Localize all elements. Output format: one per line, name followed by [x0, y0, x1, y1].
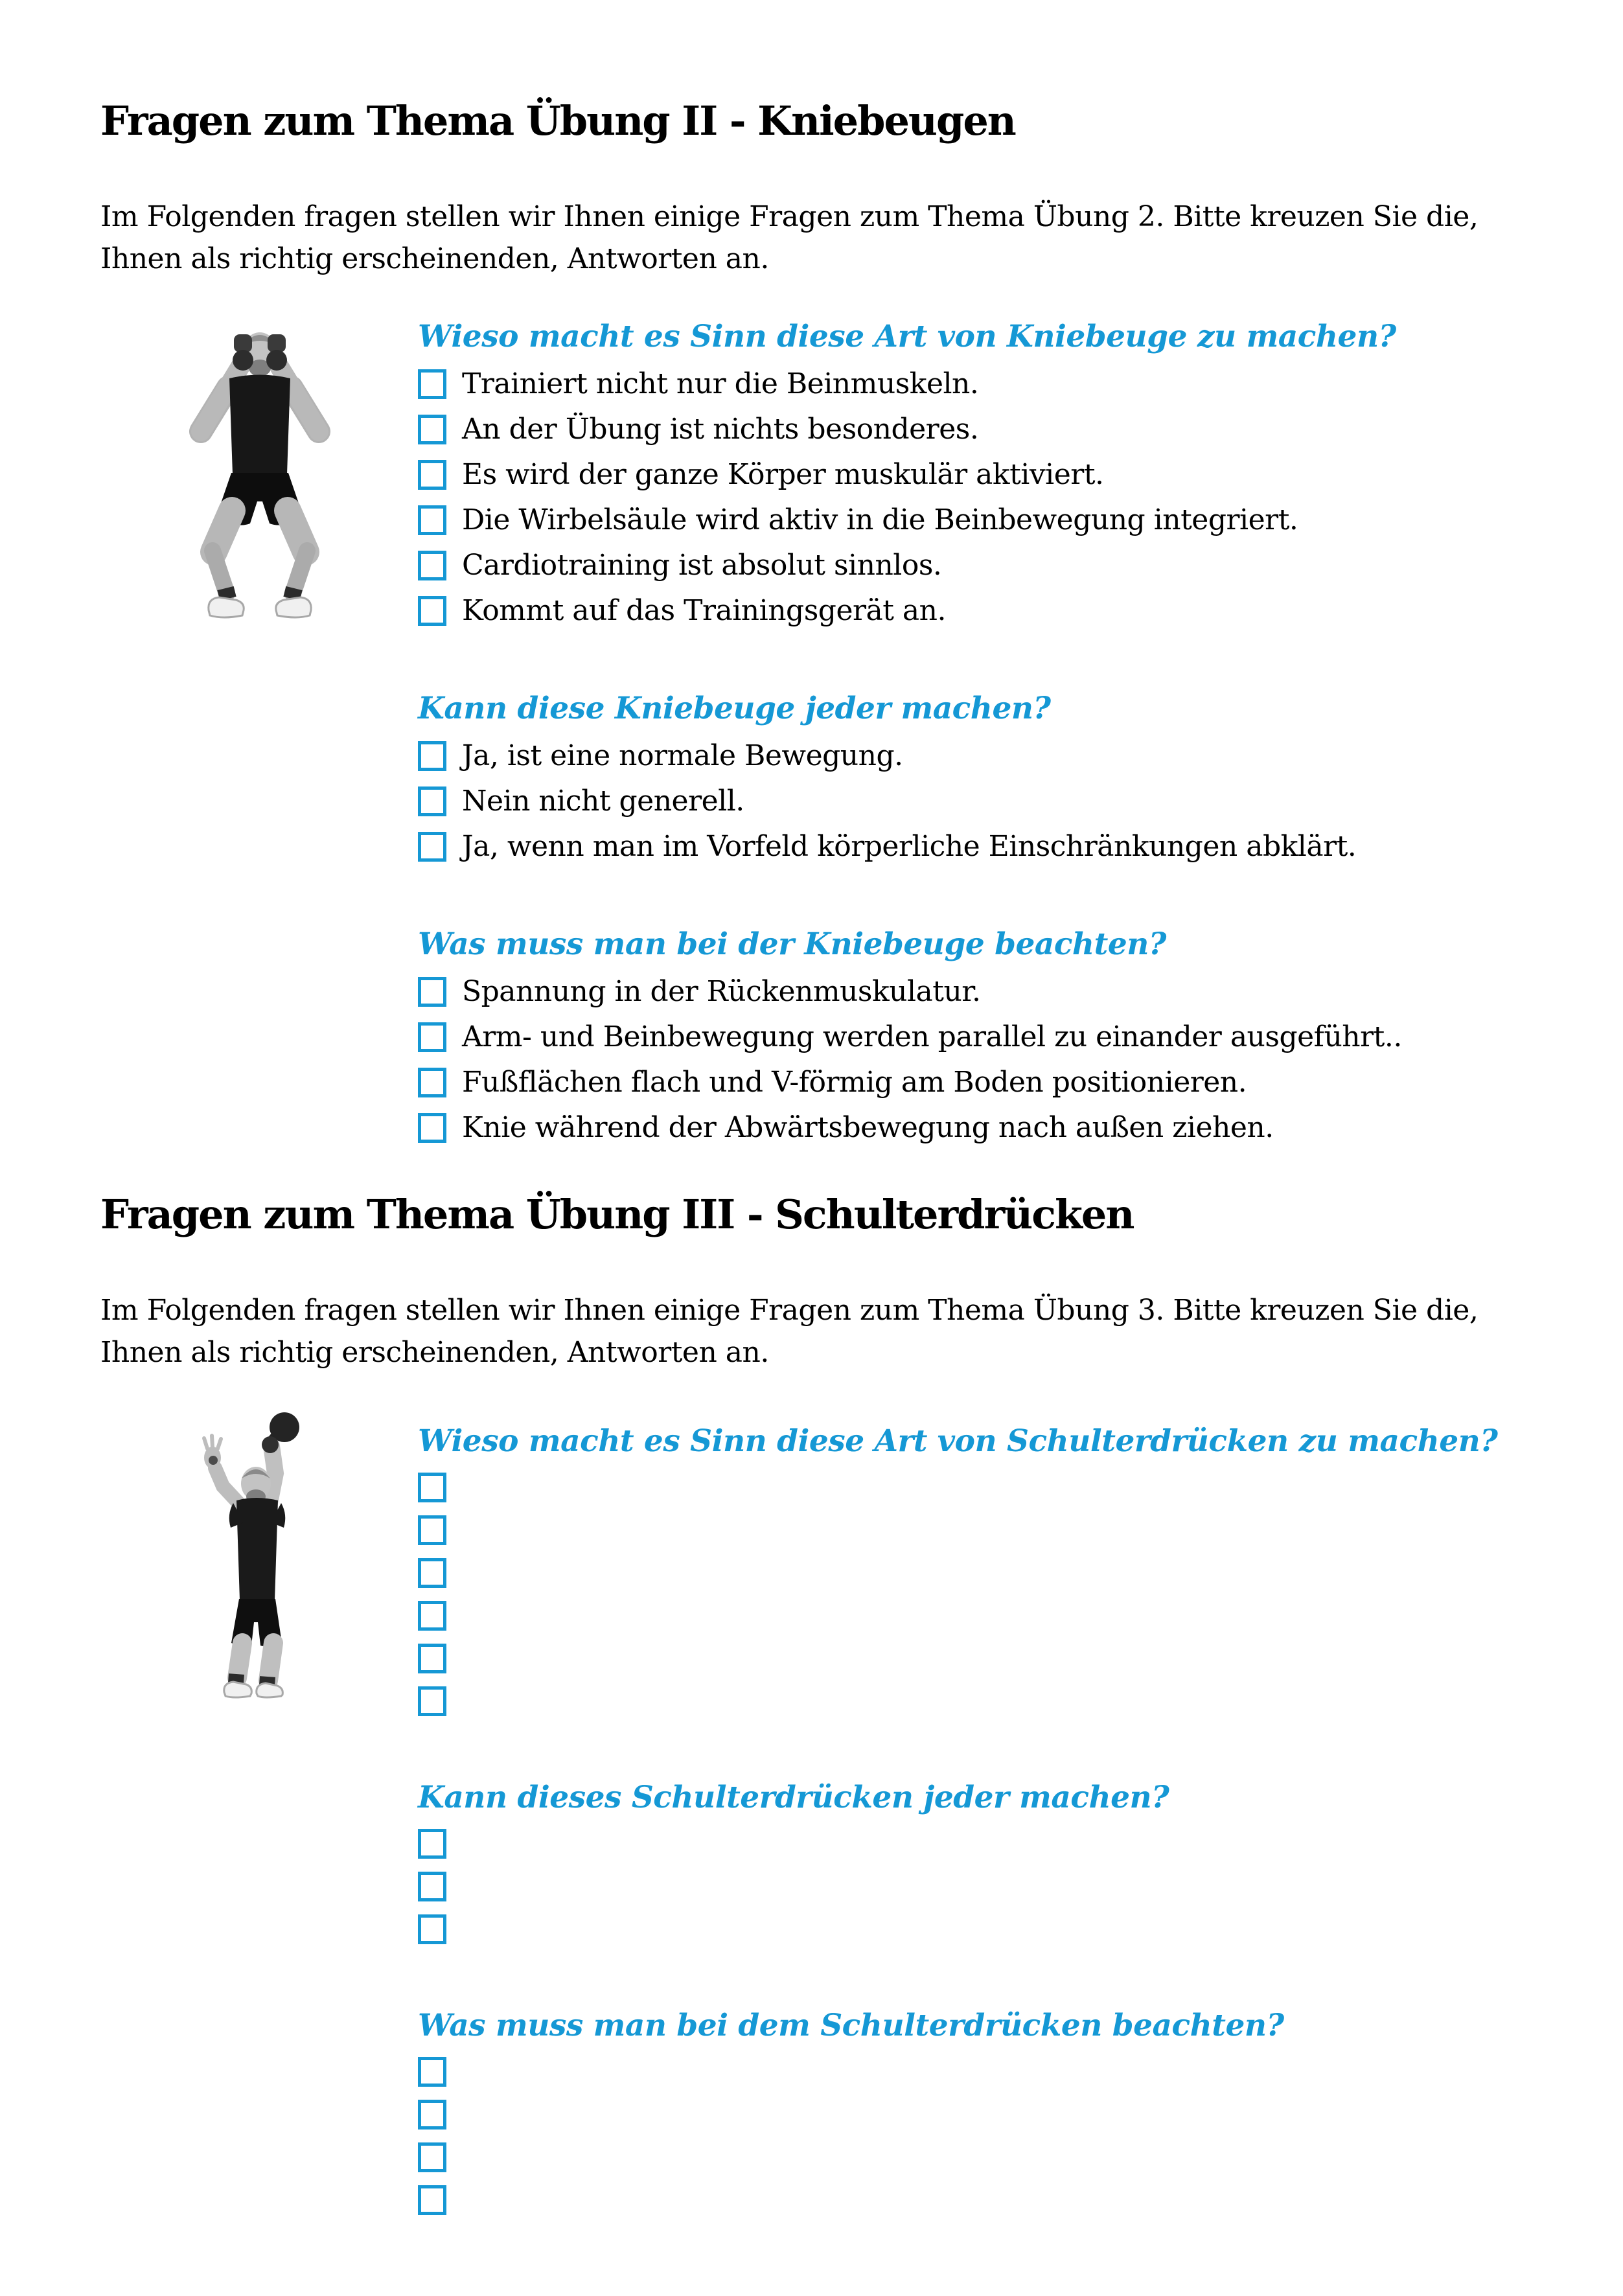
- answer-checkbox[interactable]: [418, 1515, 446, 1545]
- answer-label: Ja, ist eine normale Bewegung.: [462, 739, 903, 772]
- question-text: Wieso macht es Sinn diese Art von Kniebeuge zu machen?: [418, 319, 1396, 354]
- question-group: [418, 2006, 1610, 2215]
- answer-options: [418, 740, 1610, 863]
- answer-label: Knie während der Abwärtsbewegung nach außen ziehen.: [462, 1111, 1274, 1144]
- squat-exercise-illustration: [174, 311, 346, 621]
- answer-checkbox[interactable]: [418, 369, 446, 399]
- answer-checkbox[interactable]: [418, 741, 446, 771]
- answer-checkbox[interactable]: [418, 460, 446, 490]
- answer-option-row: [418, 1872, 1610, 1901]
- answer-option-row: [418, 1644, 1610, 1673]
- answer-option-row: [418, 459, 1610, 491]
- question-text: Was muss man bei dem Schulterdrücken beachten?: [418, 2008, 1284, 2043]
- answer-option-row: [418, 1066, 1610, 1099]
- answer-option-row: [418, 504, 1610, 536]
- answer-option-row: [418, 413, 1610, 446]
- section-intro: [100, 1289, 1591, 1373]
- question-group: [418, 1422, 1610, 1716]
- answer-checkbox[interactable]: [418, 1914, 446, 1944]
- answer-checkbox[interactable]: [418, 1644, 446, 1673]
- answer-checkbox[interactable]: [418, 505, 446, 535]
- intro-line: Im Folgenden fragen stellen wir Ihnen einige Fragen zum Thema Übung 3. Bitte kreuzen Sie die,: [100, 1294, 1479, 1327]
- answer-label: Ja, wenn man im Vorfeld körperliche Einschränkungen abklärt.: [462, 830, 1357, 863]
- question-group: [418, 317, 1610, 627]
- answer-checkbox[interactable]: [418, 596, 446, 626]
- answer-checkbox[interactable]: [418, 1022, 446, 1052]
- answer-option-row: [418, 1558, 1610, 1588]
- question-group: [418, 1778, 1610, 1944]
- question-text: Kann dieses Schulterdrücken jeder machen?: [418, 1780, 1169, 1815]
- question-text: Was muss man bei der Kniebeuge beachten?: [418, 926, 1166, 962]
- kettlebell-shoulder-press-photo: [193, 1406, 303, 1699]
- answer-checkbox[interactable]: [418, 1686, 446, 1716]
- question-group: [418, 925, 1610, 1144]
- answer-checkbox[interactable]: [418, 415, 446, 444]
- answer-label: An der Übung ist nichts besonderes.: [462, 413, 979, 446]
- answer-label: Arm- und Beinbewegung werden parallel zu einander ausgeführt..: [462, 1020, 1402, 1053]
- section-title: Fragen zum Thema Übung II - Kniebeugen: [100, 97, 1015, 144]
- answer-checkbox[interactable]: [418, 1872, 446, 1901]
- answer-checkbox[interactable]: [418, 977, 446, 1007]
- answer-label: Die Wirbelsäule wird aktiv in die Beinbewegung integriert.: [462, 503, 1298, 536]
- answer-label: Trainiert nicht nur die Beinmuskeln.: [462, 367, 979, 400]
- answer-option-row: [418, 549, 1610, 582]
- answer-checkbox[interactable]: [418, 551, 446, 580]
- exercise-question-section: [0, 97, 1623, 1191]
- answer-label: Cardiotraining ist absolut sinnlos.: [462, 549, 942, 582]
- answer-label: Spannung in der Rückenmuskulatur.: [462, 975, 981, 1008]
- question-list: [418, 317, 1610, 1206]
- answer-option-row: [418, 595, 1610, 627]
- kettlebell-squat-photo: [174, 311, 346, 621]
- answer-option-row: [418, 368, 1610, 400]
- answer-checkbox[interactable]: [418, 1068, 446, 1097]
- answer-label: Fußflächen flach und V-förmig am Boden positionieren.: [462, 1066, 1247, 1099]
- answer-options: [418, 2057, 1610, 2215]
- answer-checkbox[interactable]: [418, 786, 446, 816]
- intro-line: Ihnen als richtig erscheinenden, Antworten an.: [100, 1336, 769, 1369]
- answer-checkbox[interactable]: [418, 1113, 446, 1143]
- answer-option-row: [418, 2057, 1610, 2087]
- section-intro: [100, 196, 1591, 280]
- answer-options: [418, 368, 1610, 627]
- answer-option-row: [418, 1021, 1610, 1053]
- exercise-question-section: [0, 1191, 1623, 2292]
- answer-options: [418, 1829, 1610, 1944]
- answer-checkbox[interactable]: [418, 1473, 446, 1502]
- answer-checkbox[interactable]: [418, 2057, 446, 2087]
- answer-option-row: [418, 1112, 1610, 1144]
- answer-checkbox[interactable]: [418, 1829, 446, 1859]
- answer-checkbox[interactable]: [418, 2100, 446, 2130]
- answer-checkbox[interactable]: [418, 832, 446, 862]
- answer-label: Kommt auf das Trainingsgerät an.: [462, 594, 946, 627]
- answer-option-row: [418, 1829, 1610, 1859]
- shoulder-press-exercise-illustration: [193, 1406, 303, 1699]
- answer-option-row: [418, 740, 1610, 772]
- answer-option-row: [418, 2185, 1610, 2215]
- answer-option-row: [418, 2142, 1610, 2172]
- answer-checkbox[interactable]: [418, 2185, 446, 2215]
- answer-label: Es wird der ganze Körper muskulär aktiviert.: [462, 458, 1104, 491]
- answer-checkbox[interactable]: [418, 2142, 446, 2172]
- answer-option-row: [418, 1473, 1610, 1502]
- answer-option-row: [418, 976, 1610, 1008]
- answer-option-row: [418, 785, 1610, 818]
- question-group: [418, 689, 1610, 863]
- question-list: [418, 1422, 1610, 2277]
- intro-line: Im Folgenden fragen stellen wir Ihnen einige Fragen zum Thema Übung 2. Bitte kreuzen Sie die,: [100, 200, 1479, 233]
- answer-option-row: [418, 2100, 1610, 2130]
- answer-checkbox[interactable]: [418, 1601, 446, 1631]
- answer-options: [418, 976, 1610, 1144]
- answer-option-row: [418, 1515, 1610, 1545]
- answer-option-row: [418, 1914, 1610, 1944]
- answer-label: Nein nicht generell.: [462, 785, 744, 818]
- question-text: Wieso macht es Sinn diese Art von Schulterdrücken zu machen?: [418, 1423, 1498, 1459]
- intro-line: Ihnen als richtig erscheinenden, Antworten an.: [100, 242, 769, 275]
- answer-option-row: [418, 1686, 1610, 1716]
- answer-option-row: [418, 1601, 1610, 1631]
- question-text: Kann diese Kniebeuge jeder machen?: [418, 691, 1051, 726]
- answer-option-row: [418, 831, 1610, 863]
- answer-options: [418, 1473, 1610, 1716]
- section-title: Fragen zum Thema Übung III - Schulterdrücken: [100, 1191, 1134, 1238]
- answer-checkbox[interactable]: [418, 1558, 446, 1588]
